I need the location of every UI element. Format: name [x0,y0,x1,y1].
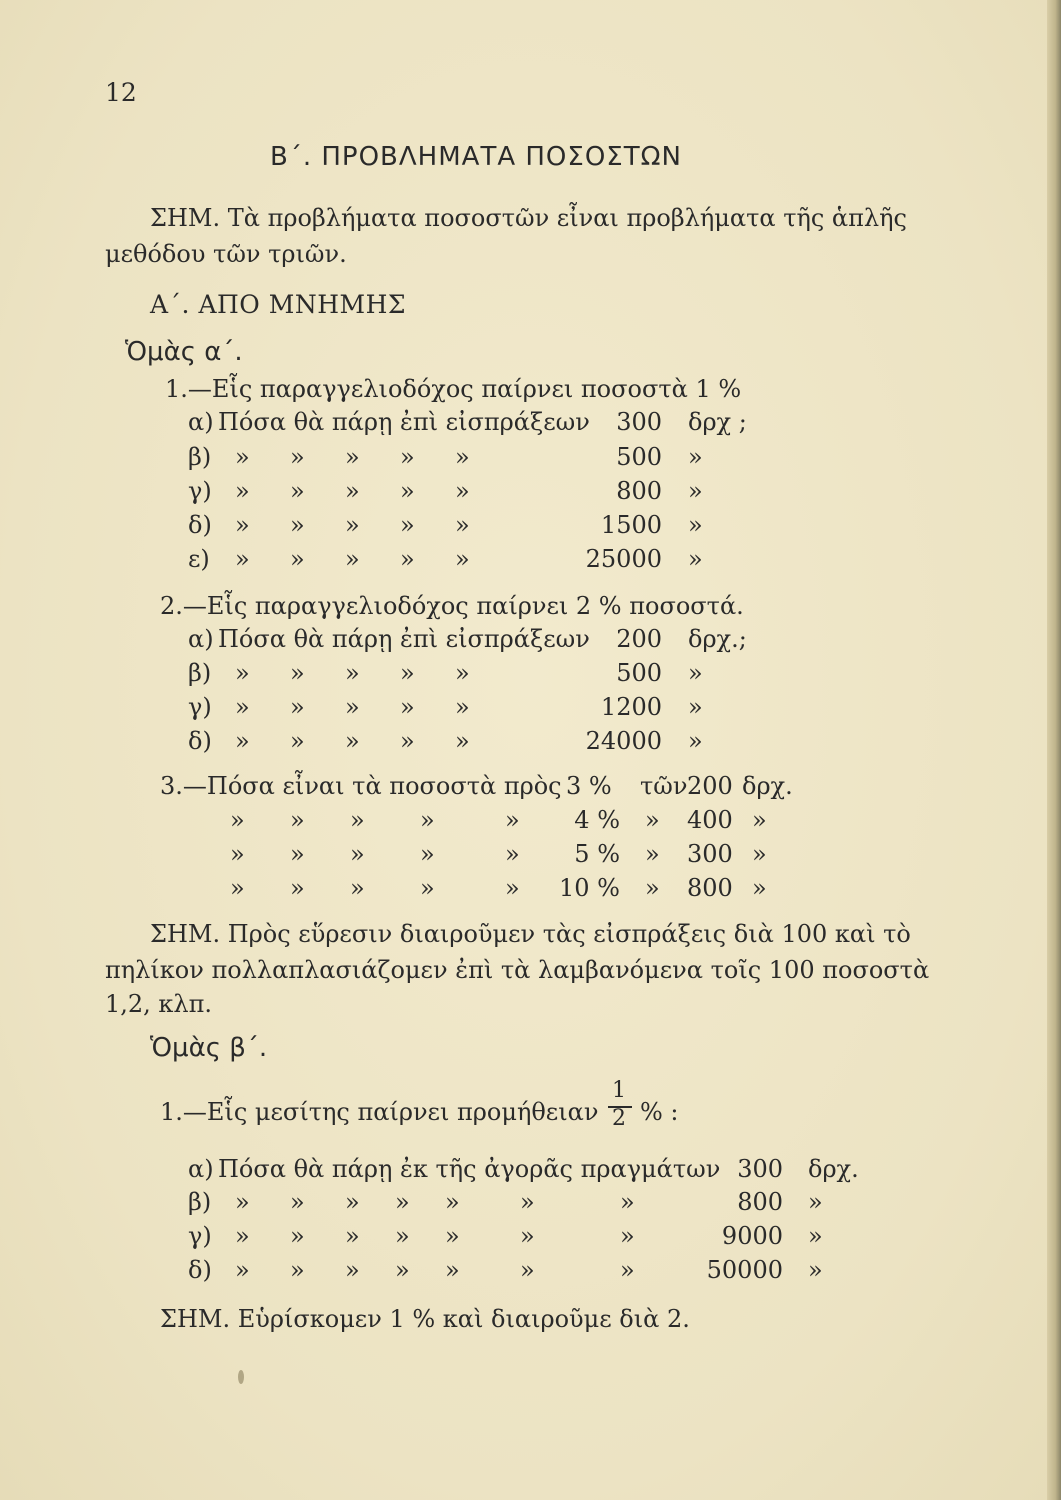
problem2-row-value: 200 [616,625,662,653]
page-number: 12 [105,78,137,107]
ditto-mark: » [395,1222,410,1250]
ditto-mark: » [455,477,470,505]
ditto-mark: » [455,443,470,471]
ditto-mark: » [290,1222,305,1250]
percent-note-line2: πηλίκον πολλαπλασιάζομεν ἐπὶ τὰ λαμβανόμενα τοῖς 100 ποσοστὰ [105,956,930,984]
ditto-mark: » [645,874,660,902]
ditto-mark: » [350,806,365,834]
problem-b1-row-unit: » [808,1188,823,1216]
ditto-mark: » [290,1256,305,1284]
ditto-mark: » [400,727,415,755]
ditto-mark: » [350,874,365,902]
problem-b1-row-label: γ) [188,1222,212,1250]
ditto-mark: » [400,545,415,573]
group-b-heading: Ὁμὰς β΄. [150,1033,268,1063]
ditto-mark: » [230,840,245,868]
ditto-mark: » [290,545,305,573]
problem3-unit: δρχ. [742,772,793,800]
problem3-of: τῶν [640,772,688,800]
problem3-value: 200 [687,772,733,800]
ditto-mark: » [645,806,660,834]
ditto-mark: » [455,545,470,573]
ditto-mark: » [290,477,305,505]
ditto-mark: » [290,443,305,471]
problem2-statement: 2.—Εἷς παραγγελιοδόχος παίρνει 2 % ποσοστά. [160,592,744,620]
group-a-heading: Ὁμὰς α΄. [125,337,243,367]
problem-b1-row-unit: » [808,1256,823,1284]
ditto-mark: » [455,659,470,687]
ditto-mark: » [520,1256,535,1284]
problem1-row-text: Πόσα θὰ πάρῃ ἐπὶ εἰσπράξεων [218,408,590,436]
problem-b1-row-value: 800 [737,1188,783,1216]
problem1-row-value: 500 [616,443,662,471]
problem1-row-value: 1500 [600,511,662,539]
ink-smudge [238,1370,244,1384]
ditto-mark: » [235,693,250,721]
ditto-mark: » [345,659,360,687]
problem1-row-unit: δρχ ; [688,408,747,436]
ditto-mark: » [230,874,245,902]
page-edge [1047,0,1061,1500]
problem1-row-value: 800 [616,477,662,505]
ditto-mark: » [505,874,520,902]
ditto-mark: » [235,443,250,471]
ditto-mark: » [345,545,360,573]
problem3-pct: 3 % [566,772,612,800]
ditto-mark: » [235,659,250,687]
problem-b1-row-text: Πόσα θὰ πάρῃ ἐκ τῆς ἀγορᾶς πραγμάτων [218,1155,721,1183]
final-note: ΣΗΜ. Εὑρίσκομεν 1 % καὶ διαιροῦμε διὰ 2. [160,1305,690,1333]
problem2-row-unit: δρχ.; [688,625,747,653]
ditto-mark: » [235,1222,250,1250]
problem-b1-row-unit: » [808,1222,823,1250]
problem2-row-unit: » [688,659,703,687]
problem3-row-pct: 10 % [559,874,620,902]
ditto-mark: » [400,511,415,539]
problem3-row-unit: » [752,840,767,868]
problem3-row-pct: 5 % [574,840,620,868]
problem3-row-value: 800 [687,874,733,902]
ditto-mark: » [505,840,520,868]
problem2-row-label: δ) [188,727,212,755]
problem2-row-unit: » [688,727,703,755]
problem2-row-unit: » [688,693,703,721]
problem1-statement: 1.—Εἷς παραγγελιοδόχος παίρνει ποσοστὰ 1 % [165,375,742,403]
ditto-mark: » [620,1222,635,1250]
problem1-row-unit: » [688,477,703,505]
ditto-mark: » [455,727,470,755]
problem3-statement: 3.—Πόσα εἶναι τὰ ποσοστὰ πρὸς [160,772,562,800]
intro-note-line1: ΣΗΜ. Τὰ προβλήματα ποσοστῶν εἶναι προβλήματα τῆς ἁπλῆς [150,204,907,232]
ditto-mark: » [290,806,305,834]
ditto-mark: » [520,1222,535,1250]
ditto-mark: » [290,874,305,902]
ditto-mark: » [420,806,435,834]
ditto-mark: » [400,693,415,721]
ditto-mark: » [400,443,415,471]
problem-b1-row-value: 9000 [721,1222,783,1250]
ditto-mark: » [620,1188,635,1216]
page-title: Β΄. ΠΡΟΒΛΗΜΑΤΑ ΠΟΣΟΣΤΩΝ [270,142,682,172]
fraction-numerator: 1 [612,1078,626,1103]
problem3-row-unit: » [752,806,767,834]
problem1-row-value: 25000 [585,545,662,573]
ditto-mark: » [290,1188,305,1216]
problem-b1-row-label: α) [188,1155,214,1183]
ditto-mark: » [290,727,305,755]
ditto-mark: » [420,840,435,868]
ditto-mark: » [395,1188,410,1216]
problem1-row-label: δ) [188,511,212,539]
percent-note-line1: ΣΗΜ. Πρὸς εὕρεσιν διαιροῦμεν τὰς εἰσπράξεις διὰ 100 καὶ τὸ [150,920,911,948]
ditto-mark: » [345,477,360,505]
ditto-mark: » [235,545,250,573]
ditto-mark: » [230,806,245,834]
ditto-mark: » [455,693,470,721]
ditto-mark: » [235,1188,250,1216]
ditto-mark: » [345,727,360,755]
problem1-row-unit: » [688,545,703,573]
percent-note-line3: 1,2, κλπ. [105,990,213,1018]
problem-b1-row-label: β) [188,1188,212,1216]
ditto-mark: » [445,1256,460,1284]
ditto-mark: » [505,806,520,834]
problem-b1-row-label: δ) [188,1256,212,1284]
problem1-row-label: γ) [188,477,212,505]
ditto-mark: » [350,840,365,868]
problem-b1-pct: % : [640,1098,679,1126]
problem2-row-label: γ) [188,693,212,721]
problem3-row-value: 300 [687,840,733,868]
ditto-mark: » [420,874,435,902]
ditto-mark: » [445,1188,460,1216]
section-heading-a: Α΄. ΑΠΟ ΜΝΗΜΗΣ [150,290,407,319]
ditto-mark: » [395,1256,410,1284]
intro-note-line2: μεθόδου τῶν τριῶν. [105,240,347,268]
problem2-row-label: α) [188,625,214,653]
problem2-row-text: Πόσα θὰ πάρῃ ἐπὶ εἰσπράξεων [218,625,590,653]
problem1-row-unit: » [688,511,703,539]
ditto-mark: » [290,511,305,539]
ditto-mark: » [345,443,360,471]
problem1-row-label: β) [188,443,212,471]
problem2-row-value: 1200 [600,693,662,721]
ditto-mark: » [235,511,250,539]
problem2-row-value: 500 [616,659,662,687]
ditto-mark: » [645,840,660,868]
ditto-mark: » [345,1256,360,1284]
ditto-mark: » [235,477,250,505]
problem-b1-row-value: 300 [737,1155,783,1183]
problem3-row-pct: 4 % [574,806,620,834]
ditto-mark: » [290,840,305,868]
ditto-mark: » [345,511,360,539]
fraction-denominator: 2 [612,1106,626,1131]
problem1-row-value: 300 [616,408,662,436]
ditto-mark: » [400,477,415,505]
problem1-row-unit: » [688,443,703,471]
ditto-mark: » [455,511,470,539]
ditto-mark: » [445,1222,460,1250]
ditto-mark: » [290,693,305,721]
problem2-row-value: 24000 [585,727,662,755]
ditto-mark: » [345,1222,360,1250]
ditto-mark: » [235,1256,250,1284]
ditto-mark: » [520,1188,535,1216]
problem2-row-label: β) [188,659,212,687]
ditto-mark: » [345,1188,360,1216]
ditto-mark: » [290,659,305,687]
problem-b1-row-value: 50000 [706,1256,783,1284]
problem1-row-label: ε) [188,545,210,573]
ditto-mark: » [400,659,415,687]
ditto-mark: » [620,1256,635,1284]
problem1-row-label: α) [188,408,214,436]
problem-b1-statement: 1.—Εἷς μεσίτης παίρνει προμήθειαν [160,1098,599,1126]
problem3-row-value: 400 [687,806,733,834]
problem-b1-row-unit: δρχ. [808,1155,859,1183]
ditto-mark: » [235,727,250,755]
ditto-mark: » [345,693,360,721]
problem3-row-unit: » [752,874,767,902]
